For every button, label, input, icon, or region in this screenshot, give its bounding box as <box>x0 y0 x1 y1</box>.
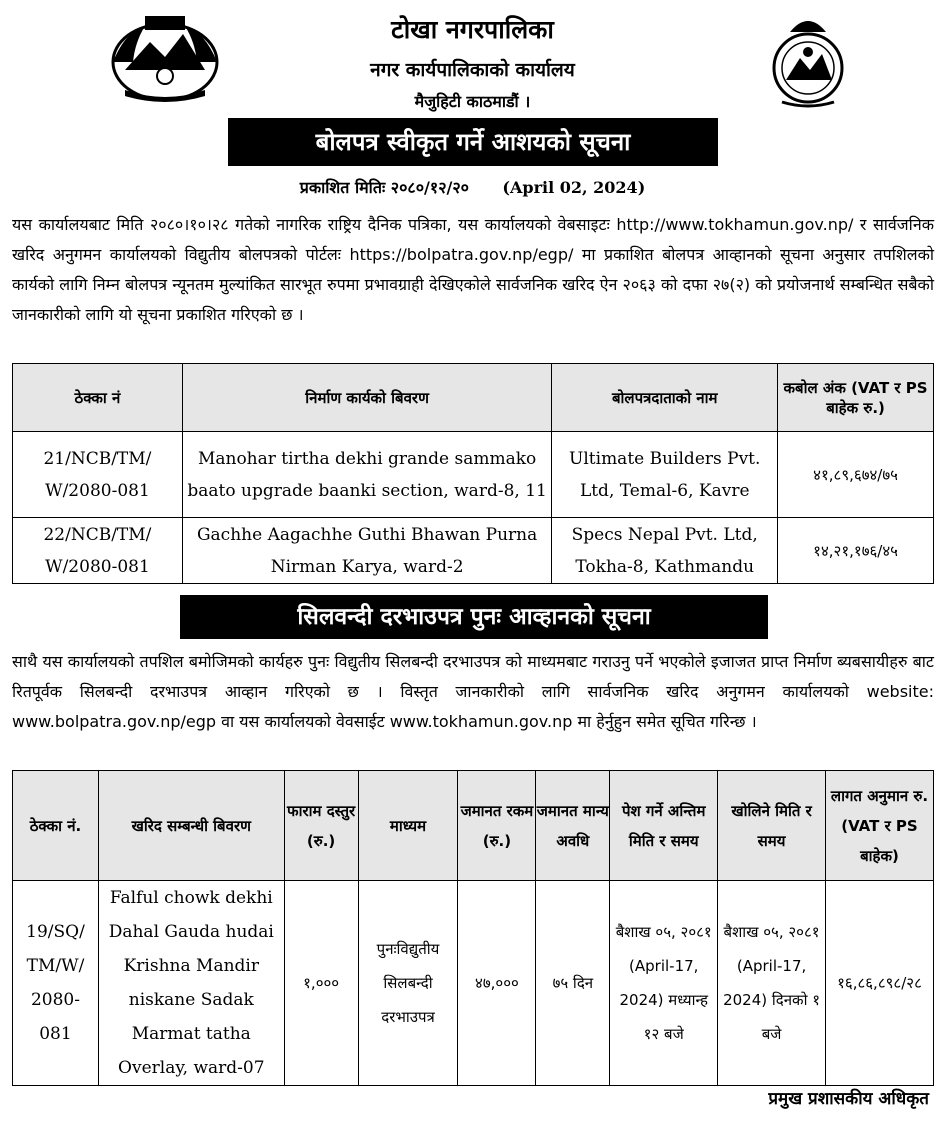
col-validity: जमानत मान्य अवधि <box>536 771 610 881</box>
cost-estimate: १६,८६,८९८/२८ <box>825 881 933 1086</box>
notice1-title: बोलपत्र स्वीकृत गर्ने आशयको सूचना <box>228 118 718 166</box>
validity: ७५ दिन <box>536 881 610 1086</box>
bid-security: ४७,००० <box>458 881 536 1086</box>
contract-no: 22/NCB/TM/ W/2080-081 <box>13 518 183 584</box>
description: Falful chowk dekhi Dahal Gauda hudai Krishna Mandir niskane Sadak Marmat tatha Overlay, ward-07 <box>98 881 284 1086</box>
contract-no: 21/NCB/TM/ W/2080-081 <box>13 432 183 518</box>
medium: पुनःविद्युतीय सिलबन्दी दरभाउपत्र <box>358 881 458 1086</box>
col-opening-time: खोलिने मिति र समय <box>718 771 826 881</box>
description: Gachhe Aagachhe Guthi Bhawan Purna Nirman Karya, ward-2 <box>182 518 551 584</box>
col-bidder: बोलपत्रदाताको नाम <box>552 364 778 432</box>
published-date-en: (April 02, 2024) <box>502 178 646 197</box>
amount: १४,२१,१७६/४५ <box>778 518 934 584</box>
notice2-body: साथै यस कार्यालयको तपशिल बमोजिमको कार्यहरु पुनः विद्युतीय सिलबन्दी दरभाउपत्र को माध्यमबाट गराउनु पर्ने भएकोले इजाजत प्राप्त निर्माण ब्यबसायीहरु बाट रितपूर्वक सिलबन्दी दरभाउपत्र आव्हान गरिएको छ । विस्तृत जानकारीको लागि सार्वजनिक खरिद अनुगमन कार्यालयको website: www.bolpatra.gov.np/egp वा यस कार्यालयको वेवसाईट www.tokhamun.gov.np मा हेर्नुहुन समेत सूचित गरिन्छ । <box>12 652 934 731</box>
col-description: खरिद सम्बन्धी बिवरण <box>98 771 284 881</box>
description: Manohar tirtha dekhi grande sammako baato upgrade baanki section, ward-8, 11 <box>182 432 551 518</box>
col-amount: कबोल अंक (VAT र PS बाहेक रु.) <box>778 364 934 432</box>
amount: ४१,८९,६७४/७५ <box>778 432 934 518</box>
col-cost-estimate: लागत अनुमान रु. (VAT र PS बाहेक) <box>825 771 933 881</box>
table-header-row <box>13 364 934 432</box>
table-row <box>13 881 934 1086</box>
col-contract-no: ठेक्का नं <box>13 364 183 432</box>
org-name: टोखा नगरपालिका <box>391 15 554 44</box>
bidder: Ultimate Builders Pvt. Ltd, Temal-6, Kavre <box>552 432 778 518</box>
office-address: मैजुहिटी काठमाडौं । <box>414 92 531 111</box>
table-row <box>13 518 934 584</box>
rebid-table <box>12 770 934 1086</box>
notice2-title: सिलवन्दी दरभाउपत्र पुनः आव्हानको सूचना <box>180 595 768 639</box>
municipality-logo-icon <box>768 10 848 110</box>
letterhead <box>0 0 945 115</box>
form-fee: १,००० <box>284 881 358 1086</box>
contract-no: 19/SQ/ TM/W/ 2080- 081 <box>13 881 99 1086</box>
office-name: नगर कार्यपालिकाको कार्यालय <box>370 59 575 81</box>
col-medium: माध्यम <box>358 771 458 881</box>
opening-time: बैशाख ०५, २०८१ (April-17, 2024) दिनको १ बजे <box>718 881 826 1086</box>
col-submission-deadline: पेश गर्ने अन्तिम मिति र समय <box>610 771 718 881</box>
published-date <box>0 176 945 198</box>
submission-deadline: बैशाख ०५, २०८१ (April-17, 2024) मध्यान्ह १२ बजे <box>610 881 718 1086</box>
col-bid-security: जमानत रकम (रु.) <box>458 771 536 881</box>
notice1-body: यस कार्यालयबाट मिति २०८०।१०।२८ गतेको नागरिक राष्ट्रिय दैनिक पत्रिका, यस कार्यालयको वेबसाइटः http://www.tokhamun.gov.np/ र सार्वजनिक खरिद अनुगमन कार्यालयको विद्युतीय बोलपत्रको पोर्टलः https://bolpatra.gov.np/egp/ मा प्रकाशित बोलपत्र आव्हानको सूचना अनुसार तपशिलको कार्यको लागि निम्न बोलपत्र न्यूनतम मुल्यांकित सारभूत रुपमा प्रभावग्राही देखिएकोले सार्वजनिक खरिद ऐन २०६३ को दफा २७(२) को प्रयोजनार्थ सम्बन्धित सबैको जानकारीको लागि यो सूचना प्रकाशित गरिएको छ । <box>12 215 934 324</box>
table-row <box>13 432 934 518</box>
signoff: प्रमुख प्रशासकीय अधिकृत <box>768 1089 929 1109</box>
published-label: प्रकाशित मितिः २०८०/१२/२० <box>299 178 469 197</box>
table-header-row <box>13 771 934 881</box>
bidder: Specs Nepal Pvt. Ltd, Tokha-8, Kathmandu <box>552 518 778 584</box>
accepted-bids-table <box>12 363 934 584</box>
col-form-fee: फाराम दस्तुर (रु.) <box>284 771 358 881</box>
col-description: निर्माण कार्यको बिवरण <box>182 364 551 432</box>
col-contract-no: ठेक्का नं. <box>13 771 99 881</box>
